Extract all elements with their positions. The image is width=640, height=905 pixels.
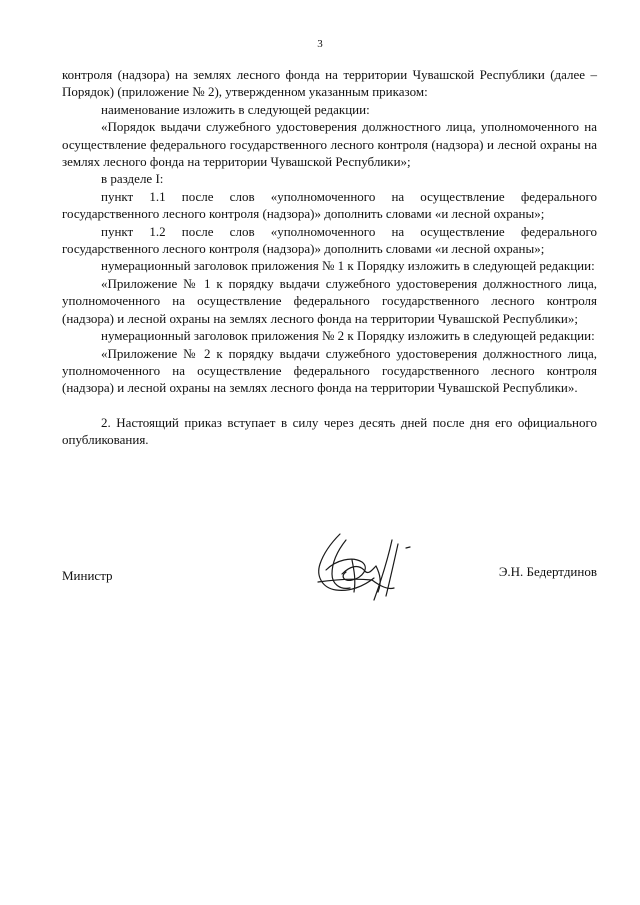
paragraph-9: нумерационный заголовок приложения № 2 к Порядку изложить в следующей редакции:: [101, 328, 595, 344]
page-number: 3: [317, 38, 323, 50]
paragraph-5: пункт 1.1 после слов «уполномоченного на осуществление федерального государственного лесного контроля (надзора)» дополнить словами «и лесной охраны»;: [62, 188, 597, 222]
signature-block: [62, 560, 597, 600]
paragraph-7: нумерационный заголовок приложения № 1 к Порядку изложить в следующей редакции:: [101, 258, 595, 274]
paragraph-3: «Порядок выдачи служебного удостоверения должностного лица, уполномоченного на осуществление федерального государственного лесного контроля (надзора) и лесной охраны на землях лесного фонда на территории Чувашской Республики»;: [62, 119, 597, 170]
paragraph-8: «Приложение № 1 к порядку выдачи служебного удостоверения должностного лица, уполномоченного на осуществление федерального государственного лесного контроля (надзора) и лесной охраны на землях лесного фонда на территории Чувашской Республики»;: [62, 275, 597, 326]
signatory-position: Министр: [62, 568, 113, 583]
paragraph-gap: [62, 397, 597, 414]
paragraph-1: контроля (надзора) на землях лесного фонда на территории Чувашской Республики (далее – Порядок) (приложение № 2), утвержденном указанным приказом:: [62, 67, 597, 100]
handwritten-signature: [302, 530, 422, 610]
paragraph-2: наименование изложить в следующей редакции:: [101, 101, 370, 117]
paragraph-6: пункт 1.2 после слов «уполномоченного на осуществление федерального государственного лесного контроля (надзора)» дополнить словами «и лесной охраны»;: [62, 223, 597, 257]
final-paragraph: 2. Настоящий приказ вступает в силу через десять дней после дня его официального опубликования.: [62, 414, 597, 448]
signatory-name: Э.Н. Бедертдинов: [498, 564, 597, 579]
paragraph-4: в разделе I:: [101, 171, 164, 187]
document-body: [62, 66, 597, 449]
paragraph-10: «Приложение № 2 к порядку выдачи служебного удостоверения должностного лица, уполномоченного на осуществление федерального государственного лесного контроля (надзора) и лесной охраны на землях лесного фонда на территории Чувашской Республики».: [62, 345, 597, 396]
